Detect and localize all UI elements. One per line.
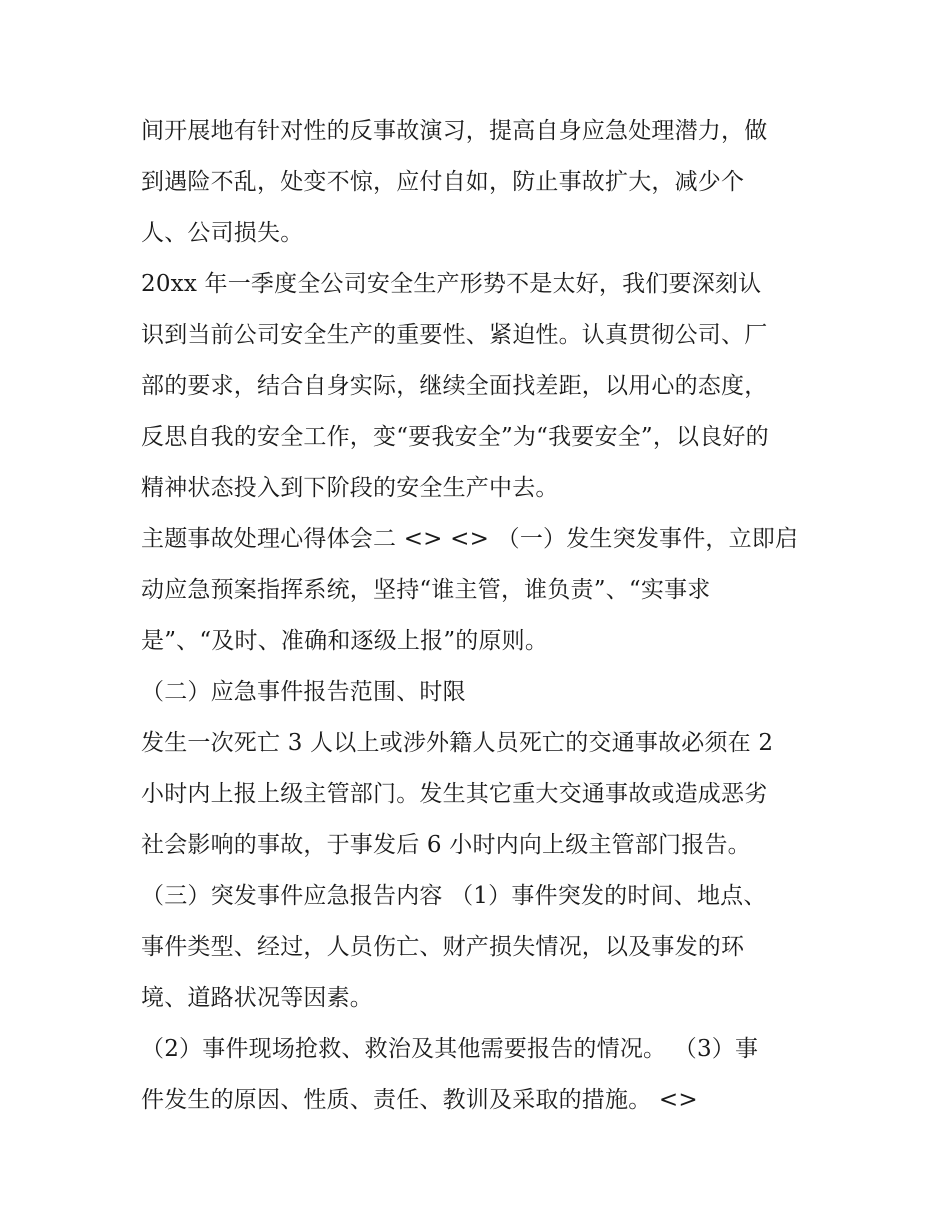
text-line: 20xx 年一季度全公司安全生产形势不是太好，我们要深刻认: [141, 271, 762, 297]
text-line: 主题事故处理心得体会二 <> <> （一）发生突发事件，立即启: [141, 526, 799, 552]
text-line: 小时内上报上级主管部门。发生其它重大交通事故或造成恶劣: [141, 781, 768, 807]
text-line: 是”、“及时、准确和逐级上报”的原则。: [141, 628, 549, 654]
text-line: 精神状态投入到下阶段的安全生产中去。: [141, 475, 559, 501]
text-line: 部的要求，结合自身实际，继续全面找差距，以用心的态度，: [141, 373, 768, 399]
text-line: 境、道路状况等因素。: [141, 985, 373, 1011]
text-line: 间开展地有针对性的反事故演习，提高自身应急处理潜力，做: [141, 118, 768, 144]
text-line: 识到当前公司安全生产的重要性、紧迫性。认真贯彻公司、厂: [141, 322, 768, 348]
text-line: 事件类型、经过，人员伤亡、财产损失情况，以及事发的环: [141, 934, 745, 960]
text-line: 发生一次死亡 3 人以上或涉外籍人员死亡的交通事故必须在 2: [141, 730, 774, 756]
text-line: （三）突发事件应急报告内容 （1）事件突发的时间、地点、: [141, 883, 767, 909]
text-line: 社会影响的事故，于事发后 6 小时内向上级主管部门报告。: [141, 832, 751, 858]
document-body: [141, 106, 821, 1126]
text-line: 件发生的原因、性质、责任、教训及采取的措施。 <>: [141, 1087, 698, 1113]
text-line: 到遇险不乱，处变不惊，应付自如，防止事故扩大，减少个: [141, 169, 745, 195]
text-line: （二）应急事件报告范围、时限: [141, 679, 466, 705]
text-line: 反思自我的安全工作，变“要我安全”为“我要安全”，以良好的: [141, 424, 769, 450]
text-line: 动应急预案指挥系统，坚持“谁主管，谁负责”、“实事求: [141, 577, 711, 603]
text-line: 人、公司损失。: [141, 220, 304, 246]
text-line: （2）事件现场抢救、救治及其他需要报告的情况。 （3）事: [141, 1036, 759, 1062]
